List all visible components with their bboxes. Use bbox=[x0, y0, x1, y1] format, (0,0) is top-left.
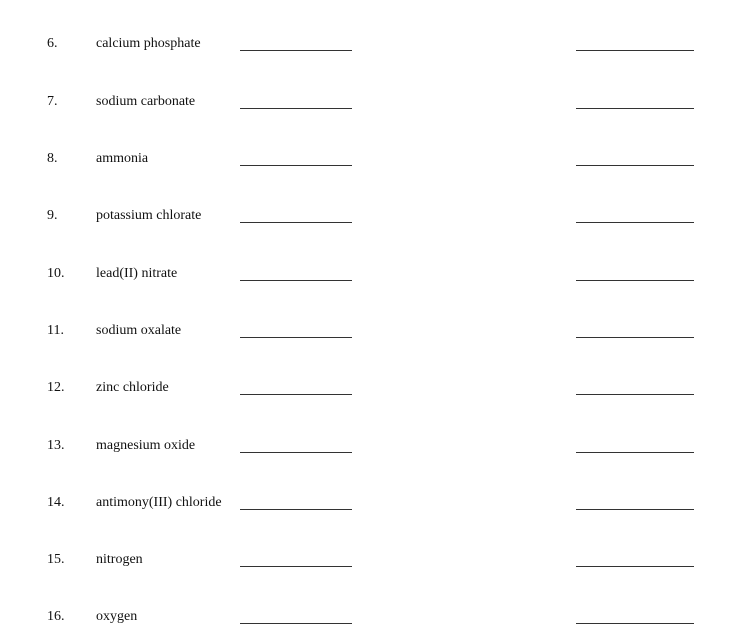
item-number: 15. bbox=[47, 552, 65, 567]
worksheet-row bbox=[0, 35, 737, 55]
answer-blank-type[interactable] bbox=[576, 165, 694, 166]
worksheet-row bbox=[0, 494, 737, 514]
worksheet-row bbox=[0, 551, 737, 571]
answer-blank-type[interactable] bbox=[576, 566, 694, 567]
answer-blank-formula[interactable] bbox=[240, 509, 352, 510]
answer-blank-type[interactable] bbox=[576, 222, 694, 223]
worksheet-row bbox=[0, 437, 737, 457]
answer-blank-formula[interactable] bbox=[240, 337, 352, 338]
answer-blank-formula[interactable] bbox=[240, 165, 352, 166]
item-number: 9. bbox=[47, 208, 58, 223]
compound-name: ammonia bbox=[96, 151, 149, 166]
item-number: 7. bbox=[47, 94, 58, 109]
answer-blank-formula[interactable] bbox=[240, 394, 352, 395]
answer-blank-formula[interactable] bbox=[240, 280, 352, 281]
answer-blank-type[interactable] bbox=[576, 108, 694, 109]
worksheet-row bbox=[0, 150, 737, 170]
compound-name: potassium chlorate bbox=[96, 208, 202, 223]
compound-name: nitrogen bbox=[96, 552, 143, 567]
item-number: 8. bbox=[47, 151, 58, 166]
item-number: 10. bbox=[47, 266, 65, 281]
compound-name: oxygen bbox=[96, 609, 138, 624]
answer-blank-type[interactable] bbox=[576, 394, 694, 395]
answer-blank-type[interactable] bbox=[576, 50, 694, 51]
compound-name: sodium oxalate bbox=[96, 323, 182, 338]
compound-name: sodium carbonate bbox=[96, 94, 196, 109]
answer-blank-formula[interactable] bbox=[240, 566, 352, 567]
answer-blank-formula[interactable] bbox=[240, 623, 352, 624]
compound-name: zinc chloride bbox=[96, 380, 169, 395]
worksheet-row bbox=[0, 608, 737, 628]
worksheet-row bbox=[0, 207, 737, 227]
compound-name: antimony(III) chloride bbox=[96, 495, 222, 510]
answer-blank-type[interactable] bbox=[576, 280, 694, 281]
worksheet-row bbox=[0, 322, 737, 342]
answer-blank-formula[interactable] bbox=[240, 108, 352, 109]
answer-blank-formula[interactable] bbox=[240, 50, 352, 51]
answer-blank-type[interactable] bbox=[576, 337, 694, 338]
answer-blank-type[interactable] bbox=[576, 509, 694, 510]
answer-blank-formula[interactable] bbox=[240, 452, 352, 453]
item-number: 6. bbox=[47, 36, 58, 51]
answer-blank-type[interactable] bbox=[576, 623, 694, 624]
answer-blank-formula[interactable] bbox=[240, 222, 352, 223]
item-number: 16. bbox=[47, 609, 65, 624]
item-number: 12. bbox=[47, 380, 65, 395]
item-number: 13. bbox=[47, 438, 65, 453]
compound-name: magnesium oxide bbox=[96, 438, 196, 453]
answer-blank-type[interactable] bbox=[576, 452, 694, 453]
worksheet-row bbox=[0, 93, 737, 113]
compound-name: lead(II) nitrate bbox=[96, 266, 178, 281]
item-number: 14. bbox=[47, 495, 65, 510]
item-number: 11. bbox=[47, 323, 64, 338]
worksheet-row bbox=[0, 379, 737, 399]
compound-name: calcium phosphate bbox=[96, 36, 201, 51]
worksheet-row bbox=[0, 265, 737, 285]
